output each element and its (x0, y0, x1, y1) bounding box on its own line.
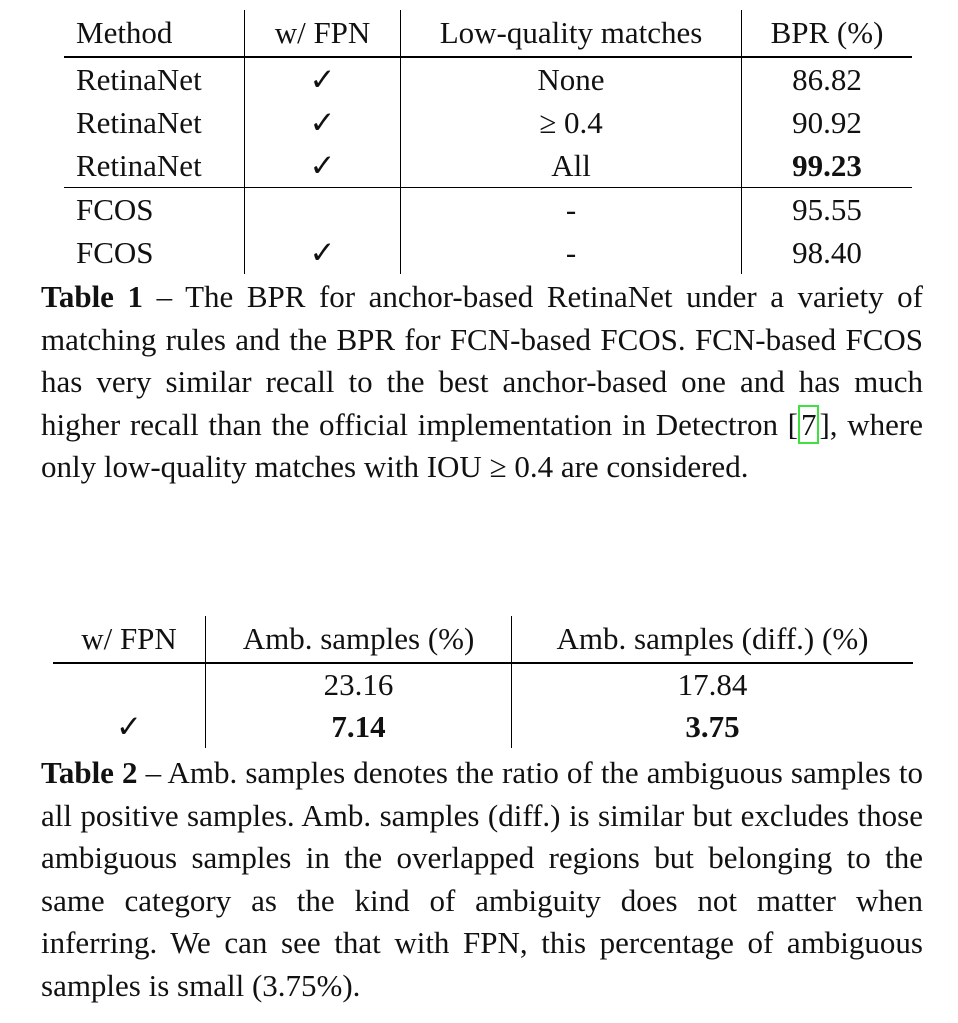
table-row (64, 101, 912, 144)
cell-fpn: ✓ (116, 709, 142, 744)
table-row (64, 231, 912, 274)
header-bpr: BPR (%) (742, 10, 913, 57)
cell-fpn (245, 188, 401, 232)
table-row (64, 57, 912, 101)
cell-amb-best: 7.14 (206, 706, 512, 748)
caption-label: Table 1 (41, 279, 144, 314)
table-2 (53, 616, 913, 748)
cell-matches: All (401, 144, 742, 188)
cell-amb-diff: 17.84 (512, 663, 914, 706)
table-row (64, 188, 912, 232)
cell-fpn: ✓ (245, 57, 401, 101)
cell-method: RetinaNet (76, 148, 202, 183)
cell-matches: - (401, 188, 742, 232)
cell-fpn: ✓ (245, 144, 401, 188)
cell-method: FCOS (64, 188, 245, 232)
header-amb-samples: Amb. samples (%) (206, 616, 512, 663)
cell-fpn: ✓ (245, 231, 401, 274)
cell-matches: ≥ 0.4 (401, 101, 742, 144)
caption-text: – Amb. samples denotes the ratio of the ambiguous samples to all positive samples. Amb. samples (diff.) is similar but excludes those ambiguous samples in the overlapped regions but belonging to the same category as the kind of ambiguity does not matter when inferring. We can see that with FPN, this percentage of ambiguous samples is small (3.75%). (41, 755, 923, 1003)
caption-text: ], where only low-quality matches with IOU ≥ 0.4 are considered. (41, 406, 923, 484)
cell-bpr: 95.55 (742, 188, 913, 232)
cell-bpr: 98.40 (742, 231, 913, 274)
table-1 (64, 10, 912, 274)
header-method: Method (64, 10, 245, 57)
caption-label: Table 2 (41, 755, 138, 790)
table-row (53, 706, 913, 748)
header-low-quality-matches: Low-quality matches (401, 10, 742, 57)
table-1-caption (41, 276, 923, 489)
table-2-caption (41, 752, 923, 1007)
caption-text: – The BPR for anchor-based RetinaNet under a variety of matching rules and the BPR for FCN-based FCOS. FCN-based FCOS has very similar recall to the best anchor-based one and has much higher recall than the official implementation in Detectron [ (41, 279, 923, 442)
cell-matches: None (401, 57, 742, 101)
cell-amb-diff-best: 3.75 (512, 706, 914, 748)
header-fpn: w/ FPN (53, 616, 206, 663)
cell-matches: - (401, 231, 742, 274)
header-fpn: w/ FPN (245, 10, 401, 57)
citation-link[interactable]: 7 (798, 405, 820, 444)
cell-method: RetinaNet (76, 105, 202, 140)
table-row (53, 663, 913, 706)
cell-fpn (53, 663, 206, 706)
table-row (64, 144, 912, 188)
cell-bpr: 86.82 (742, 57, 913, 101)
cell-bpr: 90.92 (742, 101, 913, 144)
cell-fpn: ✓ (245, 101, 401, 144)
header-amb-samples-diff: Amb. samples (diff.) (%) (512, 616, 914, 663)
table-1-header-row (64, 10, 912, 57)
cell-amb: 23.16 (206, 663, 512, 706)
cell-bpr-best: 99.23 (742, 144, 913, 188)
table-2-header-row (53, 616, 913, 663)
cell-method: FCOS (76, 235, 154, 270)
cell-method: RetinaNet (76, 62, 202, 97)
